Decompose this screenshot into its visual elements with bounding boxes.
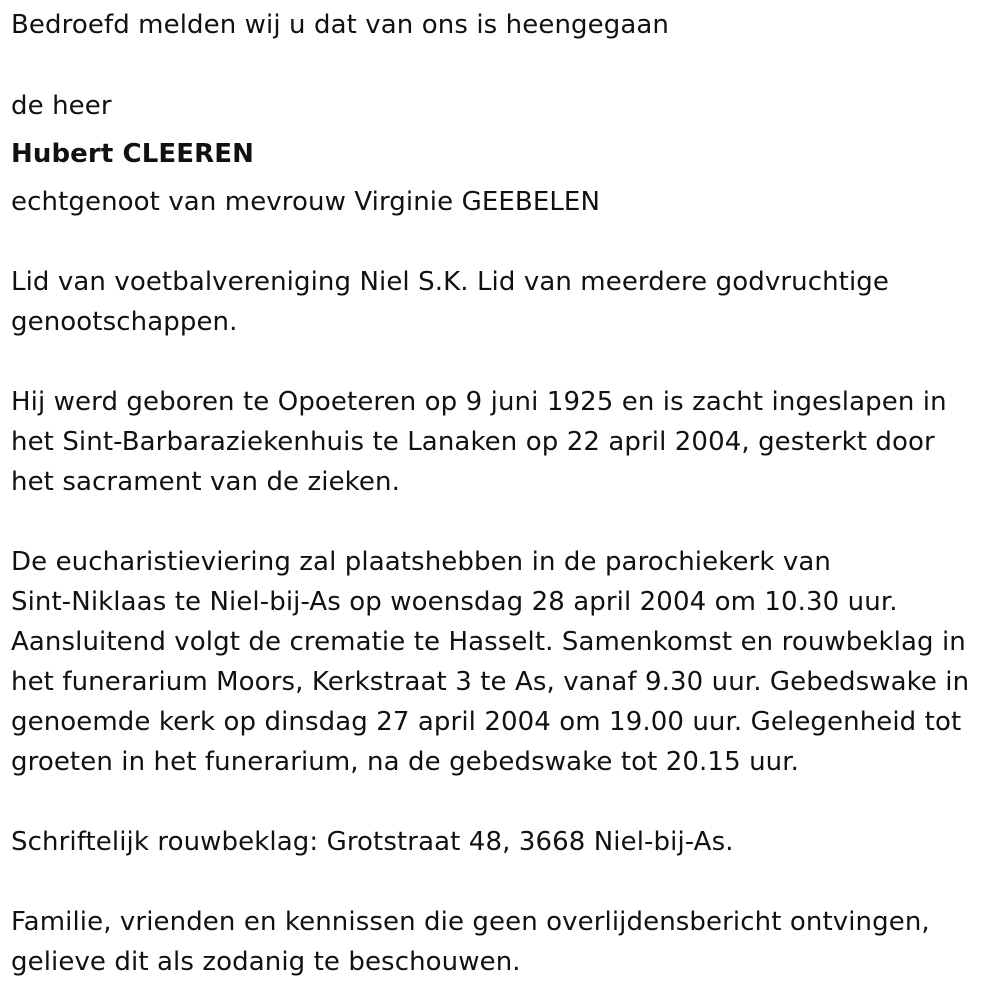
honorific: de heer — [11, 91, 112, 121]
closing-line: gelieve dit als zodanig te beschouwen. — [11, 947, 521, 977]
condolence-address: Schriftelijk rouwbeklag: Grotstraat 48, 3668 Niel-bij-As. — [11, 827, 734, 857]
ceremony-line: genoemde kerk op dinsdag 27 april 2004 om 19.00 uur. Gelegenheid tot — [11, 707, 962, 737]
ceremony-line: groeten in het funerarium, na de gebedswake tot 20.15 uur. — [11, 747, 799, 777]
ceremony-line: Aansluitend volgt de crematie te Hasselt. Samenkomst en rouwbeklag in — [11, 627, 966, 657]
membership-line: genootschappen. — [11, 307, 238, 337]
ceremony-line: De eucharistieviering zal plaatshebben in de parochiekerk van — [11, 547, 831, 577]
birth-death-line: Hij werd geboren te Opoeteren op 9 juni 1925 en is zacht ingeslapen in — [11, 387, 947, 417]
membership-line: Lid van voetbalvereniging Niel S.K. Lid van meerdere godvruchtige — [11, 267, 889, 297]
birth-death-line: het sacrament van de zieken. — [11, 467, 400, 497]
closing-line: Familie, vrienden en kennissen die geen overlijdensbericht ontvingen, — [11, 907, 930, 937]
deceased-name: Hubert CLEEREN — [11, 139, 254, 169]
intro-text: Bedroefd melden wij u dat van ons is heengegaan — [11, 10, 669, 40]
birth-death-line: het Sint-Barbaraziekenhuis te Lanaken op 22 april 2004, gesterkt door — [11, 427, 935, 457]
ceremony-line: Sint-Niklaas te Niel-bij-As op woensdag 28 april 2004 om 10.30 uur. — [11, 587, 898, 617]
spouse-line: echtgenoot van mevrouw Virginie GEEBELEN — [11, 187, 601, 217]
ceremony-line: het funerarium Moors, Kerkstraat 3 te As, vanaf 9.30 uur. Gebedswake in — [11, 667, 970, 697]
